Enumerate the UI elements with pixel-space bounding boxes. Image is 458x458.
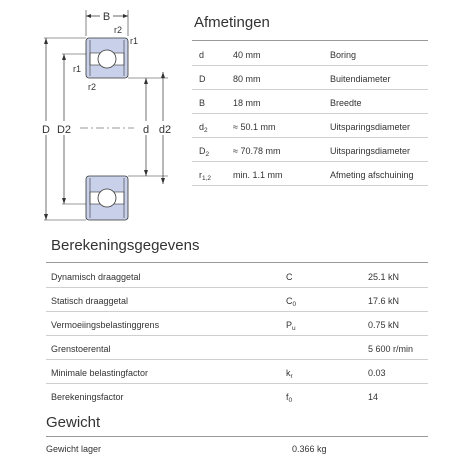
top-ring-section — [86, 38, 128, 78]
calculation-value: 25.1 kN — [368, 272, 400, 282]
d-outer-arrow-top — [44, 38, 48, 44]
d-inner-arrow-top — [144, 78, 148, 84]
d2-outer-arrow-bottom — [62, 198, 66, 204]
calculation-row-divider — [46, 335, 428, 336]
d2-inner-arrow-top — [161, 72, 165, 78]
calculation-label: Berekeningsfactor — [51, 392, 124, 402]
d2-inner-arrow-bottom — [161, 178, 165, 184]
calculation-symbol: $f_0$ — [286, 392, 293, 404]
d-outer-label: D — [42, 124, 50, 136]
calculation-value: 17.6 kN — [368, 296, 400, 306]
dimension-value: 18 mm — [233, 98, 261, 108]
calculation-row-divider — [46, 359, 428, 360]
r2-left-label: r2 — [88, 82, 97, 92]
dimension-row-divider — [192, 89, 428, 90]
calculation-symbol: $C_0$ — [286, 296, 297, 308]
calculation-value: 5 600 r/min — [368, 344, 414, 354]
dimension-symbol: d — [199, 50, 205, 60]
calculation-label: Grenstoerental — [51, 344, 111, 354]
weight-label: Gewicht lager — [46, 444, 102, 454]
calculation-label: Minimale belastingfactor — [51, 368, 149, 378]
b-label: B — [102, 11, 111, 23]
dimension-value: ≈ 50.1 mm — [233, 122, 276, 132]
calculation-row-divider — [46, 311, 428, 312]
dimension-symbol: D — [199, 74, 206, 84]
bottom-ring-section — [86, 176, 128, 220]
weight-title: Gewicht — [46, 414, 101, 431]
dimension-description: Uitsparingsdiameter — [330, 122, 411, 132]
d-inner-arrow-bottom — [144, 170, 148, 176]
dimension-row-divider — [192, 185, 428, 186]
dimension-description: Breedte — [330, 98, 362, 108]
dimension-row-divider — [192, 113, 428, 114]
calculation-label: Statisch draaggetal — [51, 296, 129, 306]
weight-value: 0.366 kg — [292, 444, 327, 454]
dimension-description: Afmeting afschuining — [330, 170, 414, 180]
r2-top-label: r2 — [114, 25, 123, 35]
dimension-symbol: $r_{1,2}$ — [199, 170, 212, 182]
dimension-symbol: $d_2$ — [199, 122, 208, 134]
calculation-row-divider — [46, 383, 428, 384]
d-inner-label: d — [142, 124, 150, 136]
calculation-title: Berekeningsgegevens — [51, 237, 200, 254]
dimensions-title-divider — [192, 40, 428, 41]
dimension-description: Buitendiameter — [330, 74, 391, 84]
d-outer-arrow-bottom — [44, 214, 48, 220]
calculation-symbol: $P_u$ — [286, 320, 296, 332]
calculation-value: 0.75 kN — [368, 320, 400, 330]
dimension-row-divider — [192, 137, 428, 138]
calculation-value: 0.03 — [368, 368, 386, 378]
bearing-drawing — [0, 0, 190, 235]
calculation-value: 14 — [368, 392, 379, 402]
calculation-title-divider — [46, 262, 428, 263]
dimension-value: 80 mm — [233, 74, 261, 84]
dimension-value: 40 mm — [233, 50, 261, 60]
calculation-symbol: $k_r$ — [286, 368, 293, 380]
dimension-symbol: B — [199, 98, 206, 108]
calculation-row-divider — [46, 287, 428, 288]
calculation-symbol: C — [286, 272, 293, 282]
calculation-label: Dynamisch draaggetal — [51, 272, 141, 282]
dimension-row-divider — [192, 161, 428, 162]
dimension-value: ≈ 70.78 mm — [233, 146, 281, 156]
weight-title-divider — [46, 436, 428, 437]
d2-outer-arrow-top — [62, 54, 66, 60]
dimension-symbol: $D_2$ — [199, 146, 210, 158]
r1-left-label: r1 — [73, 64, 82, 74]
d2-outer-label: D2 — [56, 124, 72, 136]
dimension-description: Uitsparingsdiameter — [330, 146, 411, 156]
b-arrow-left — [86, 14, 91, 18]
dimensions-title: Afmetingen — [194, 14, 270, 31]
d2-inner-label: d2 — [158, 124, 172, 136]
dimension-value: min. 1.1 mm — [233, 170, 283, 180]
dimension-row-divider — [192, 65, 428, 66]
calculation-label: Vermoeiingsbelastinggrens — [51, 320, 160, 330]
dimension-description: Boring — [330, 50, 357, 60]
r1-top-label: r1 — [130, 36, 139, 46]
b-arrow-right — [123, 14, 128, 18]
